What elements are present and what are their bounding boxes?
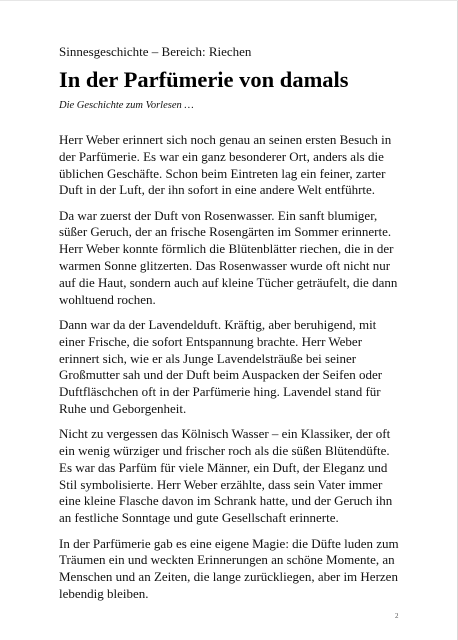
story-paragraph: Nicht zu vergessen das Kölnisch Wasser – ein Klassiker, der oft ein wenig würziger und frischer roch als die süßen Blütendüfte. Es war das Parfüm für viele Männer, ein Duft, der Eleganz und Stil symbolisierte. Herr Weber erzählte, dass sein Vater immer eine kleine Flasche davon im Schrank hatte, und der Geruch ihn an festliche Sonntage und gute Gesellschaft erinnerte.	[59, 426, 393, 526]
story-paragraph: Dann war da der Lavendelduft. Kräftig, aber beruhigend, mit einer Frische, die sofort Entspannung brachte. Herr Weber erinnert sich, wie er als Junge Lavendelsträuße bei seiner Großmutter sah und der Duft beim Auspacken der Seifen oder Duftfläschchen oft in der Parfümerie hing. Lavendel stand für Ruhe und Geborgenheit.	[59, 316, 383, 416]
page-top-edge	[0, 0, 458, 1]
page-number: 2	[395, 612, 399, 620]
story-paragraph: In der Parfümerie gab es eine eigene Magie: die Düfte luden zum Träumen ein und weckten Erinnerungen an schöne Momente, an Menschen und an Zeiten, die lange zurückliegen, aber im Herzen lebendig bleiben.	[59, 535, 399, 601]
page-title: In der Parfümerie von damals	[59, 67, 349, 92]
story-body	[59, 132, 404, 603]
page-content	[59, 44, 404, 611]
subject-line: Sinnesgeschichte – Bereich: Riechen	[59, 44, 252, 59]
page-subtitle: Die Geschichte zum Vorlesen …	[59, 100, 194, 111]
story-paragraph: Da war zuerst der Duft von Rosenwasser. Ein sanft blumiger, süßer Geruch, der an frische Rosengärten im Sommer erinnerte. Herr Weber konnte förmlich die Blütenblätter riechen, die in der warmen Sonne glitzerten. Das Rosenwasser wurde oft nicht nur auf die Haut, sondern auch auf kleine Tücher geträufelt, die dann wohltuend rochen.	[59, 207, 398, 307]
story-paragraph: Herr Weber erinnert sich noch genau an seinen ersten Besuch in der Parfümerie. Es war ein ganz besonderer Ort, anders als die üblichen Geschäfte. Schon beim Eintreten lag ein feiner, zarter Duft in der Luft, der ihn sofort in eine andere Welt entführte.	[59, 132, 392, 198]
